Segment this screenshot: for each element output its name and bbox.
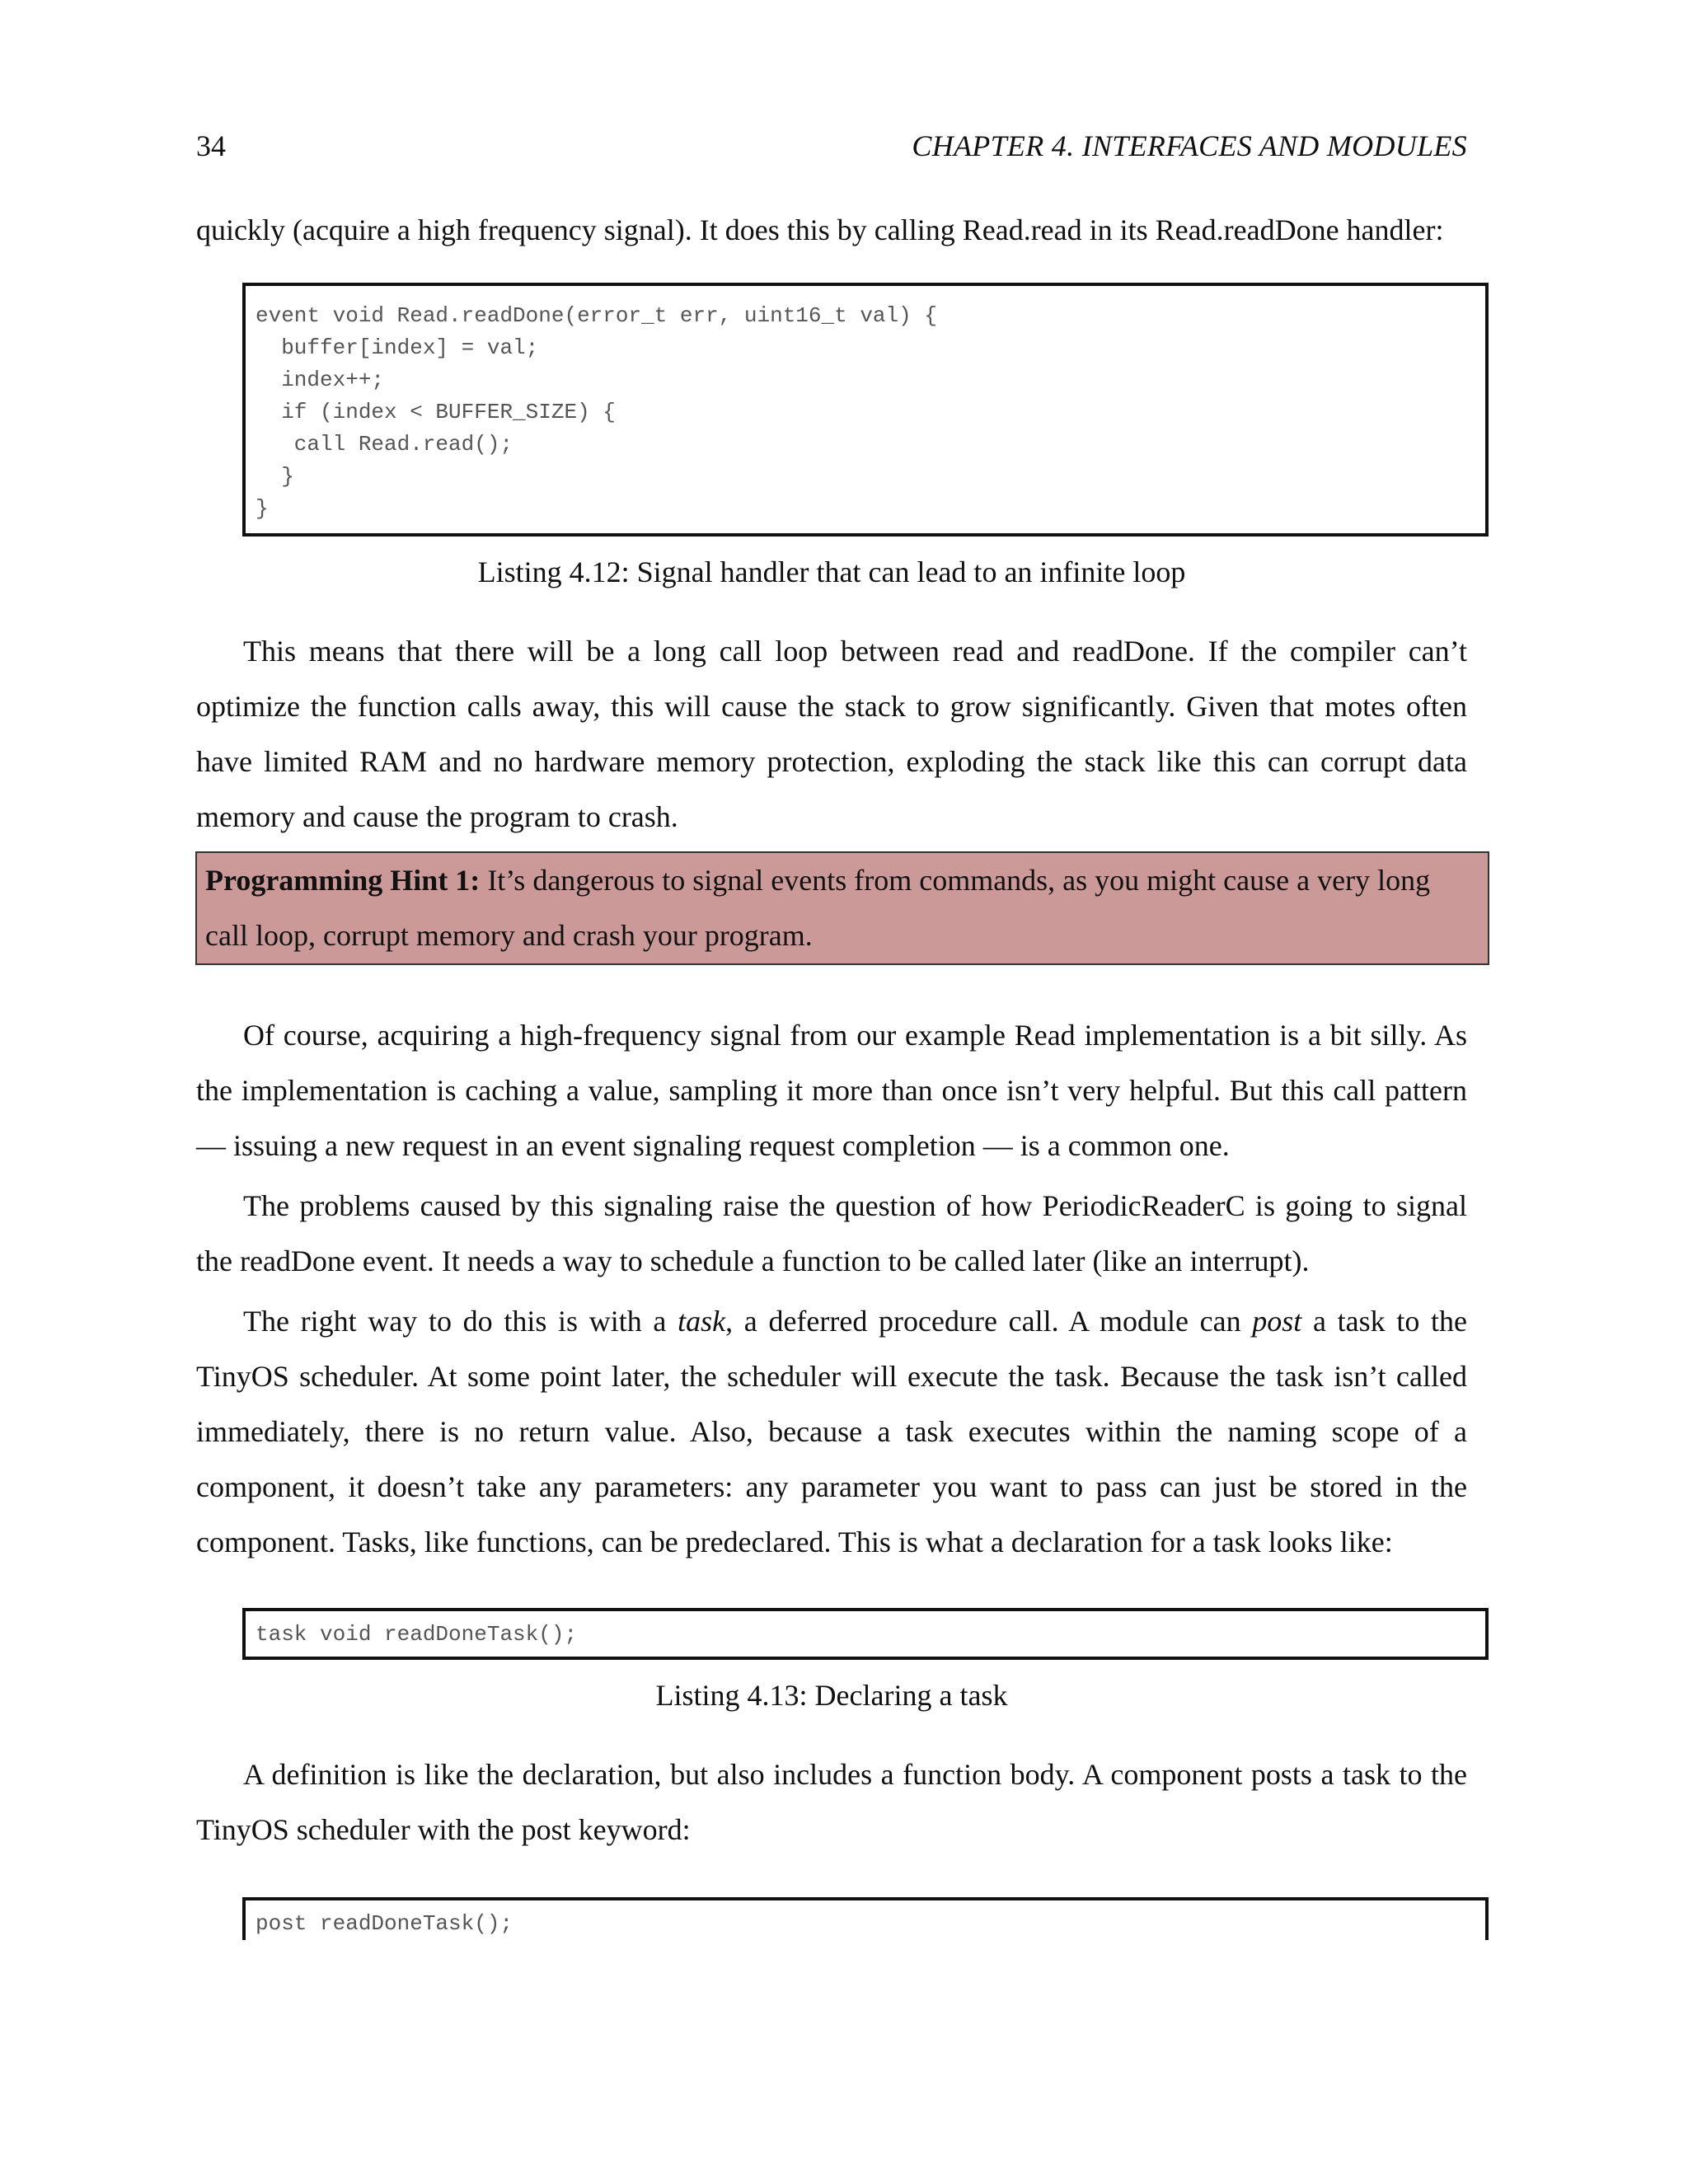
code-line: buffer[index] = val;	[256, 335, 539, 360]
hint-text: It’s dangerous to signal events from commands, as you might cause a very long call loop, corrupt memory and crash your program.	[205, 864, 1431, 952]
code-listing-4-13	[242, 1608, 1489, 1660]
body-paragraph: This means that there will be a long call loop between read and readDone. If the compiler can’t optimize the function calls away, this will cause the stack to grow significantly. Given that motes often have limited RAM and no hardware memory protection, exploding the stack like this can corrupt data memory and cause the program to crash.	[196, 635, 1467, 833]
body-paragraph: Of course, acquiring a high-frequency signal from our example Read implementation is a bit silly. As the implementation is caching a value, sampling it more than once isn’t very helpful. But this call pattern — issuing a new request in an event signaling request completion — is a common one.	[196, 1019, 1467, 1162]
page-body	[196, 203, 1467, 1940]
code-line: event void Read.readDone(error_t err, uint16_t val) {	[256, 303, 937, 328]
text-run: , a deferred procedure call. A module can	[725, 1305, 1253, 1338]
code-line: post readDoneTask();	[256, 1911, 513, 1936]
code-line: }	[256, 464, 294, 489]
listing-caption: Listing 4.12: Signal handler that can lead to an infinite loop	[477, 555, 1186, 588]
text-run: The right way to do this is with a	[243, 1305, 678, 1338]
body-paragraph-tasks	[196, 1294, 1467, 1570]
body-paragraph: A definition is like the declaration, but also includes a function body. A component posts a task to the TinyOS scheduler with the post keyword:	[196, 1758, 1467, 1846]
code-line: index++;	[256, 368, 385, 392]
code-listing-post	[242, 1897, 1489, 1940]
emphasis-post: post	[1252, 1305, 1302, 1338]
code-line: }	[256, 496, 269, 521]
page-number: 34	[196, 129, 226, 162]
programming-hint-box	[195, 851, 1489, 965]
code-line: call Read.read();	[256, 432, 513, 457]
emphasis-task: task	[678, 1305, 726, 1338]
running-head: CHAPTER 4. INTERFACES AND MODULES	[912, 129, 1467, 162]
page-header	[196, 125, 1467, 166]
intro-paragraph: quickly (acquire a high frequency signal). It does this by calling Read.read in its Read.readDone handler:	[196, 213, 1444, 246]
text-run: a task to the TinyOS scheduler. At some point later, the scheduler will execute the task. Because the task isn’t called immediately, there is no return value. Also, because a task executes within the naming scope of a component, it doesn’t take any parameters: any parameter you want to pass can just be stored in the component. Tasks, like functions, can be predeclared. This is what a declaration for a task looks like:	[196, 1305, 1467, 1558]
code-listing-4-12	[242, 283, 1489, 537]
listing-caption: Listing 4.13: Declaring a task	[655, 1679, 1008, 1712]
code-line: if (index < BUFFER_SIZE) {	[256, 400, 616, 424]
body-paragraph: The problems caused by this signaling raise the question of how PeriodicReaderC is going to signal the readDone event. It needs a way to schedule a function to be called later (like an interrupt).	[196, 1189, 1467, 1277]
code-line: task void readDoneTask();	[256, 1622, 578, 1647]
hint-label: Programming Hint 1:	[205, 864, 481, 897]
